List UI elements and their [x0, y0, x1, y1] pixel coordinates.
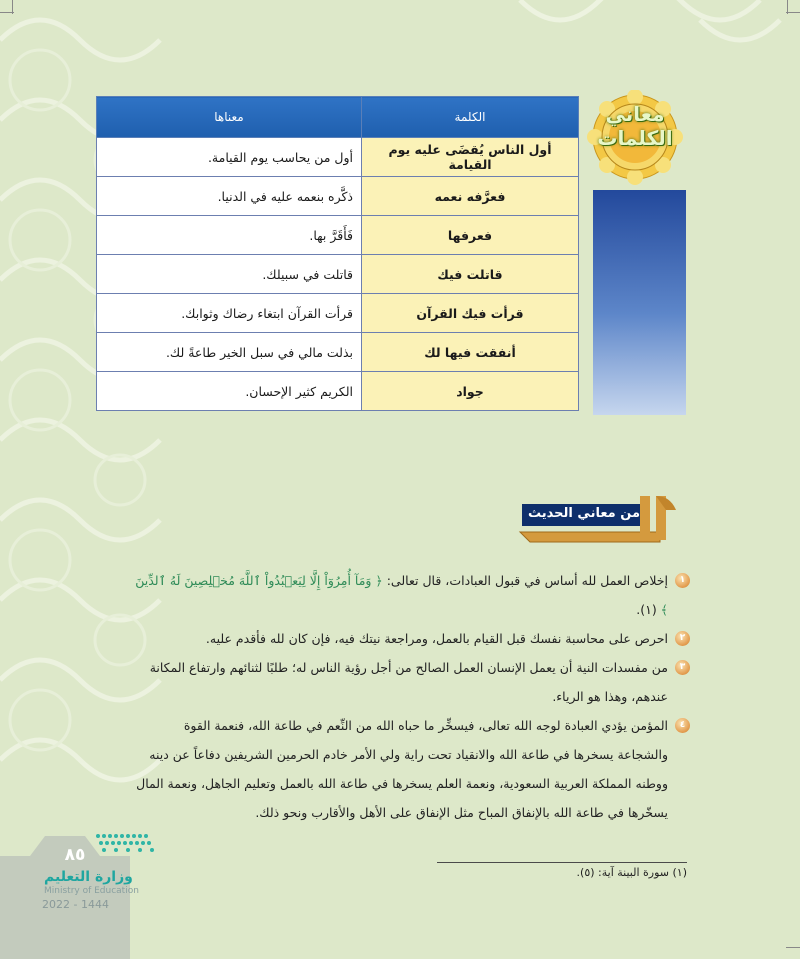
column-header-word: الكلمة — [362, 97, 579, 138]
crop-mark — [0, 12, 14, 13]
section-title: من معاني الحديث — [528, 506, 640, 521]
list-item — [130, 711, 690, 827]
hadith-meanings-list — [130, 566, 690, 827]
crop-mark — [786, 947, 800, 948]
meaning-cell: بذلت مالي في سبل الخير طاعةً لك. — [97, 333, 362, 372]
meaning-cell: ذكَّره بنعمه عليه في الدنيا. — [97, 177, 362, 216]
word-cell: أنفقت فيها لك — [362, 333, 579, 372]
point-number-badge: ٣ — [675, 660, 690, 675]
badge-title — [580, 102, 690, 150]
meaning-cell: أول من يحاسب يوم القيامة. — [97, 138, 362, 177]
table-row — [97, 177, 579, 216]
ministry-logo-dots — [92, 828, 162, 858]
page-number: ٨٥ — [64, 845, 86, 865]
table-row — [97, 372, 579, 411]
table-row — [97, 255, 579, 294]
point-number-badge: ٢ — [675, 631, 690, 646]
badge-line1: معاني — [605, 102, 665, 126]
point-text: المؤمن يؤدي العبادة لوجه الله تعالى، فيسخِّر ما حباه الله من النِّعم في طاعة الله، فنعمة القوة والشجاعة يسخرها في طاعة الله والانقياد تحت راية ولي الأمر خادم الحرمين الشريفين دفاعاً عن دينه ووطنه المملكة العربية السعودية، ونعمة العلم يسخرها في طاعة الله بالعمل وتعليم الجاهل، ونعمة المال يسخّرها في طاعة الله بالإنفاق المباح مثل الإنفاق على الأهل والأقارب ونحو ذلك. — [136, 718, 668, 820]
blue-side-panel — [593, 190, 686, 415]
point-text: إخلاص العمل لله أساس في قبول العبادات، قال تعالى: — [382, 573, 668, 588]
table-row — [97, 294, 579, 333]
point-number-badge: ١ — [675, 573, 690, 588]
quran-verse: ﴿ وَمَآ أُمِرُوٓاْ إِلَّا لِيَعۡبُدُواْ ٱللَّهَ مُخۡلِصِينَ لَهُ ٱلدِّينَ ﴾ — [135, 573, 668, 617]
footnote: (١) سورة البينة آية: (٥). — [576, 866, 687, 879]
column-header-meaning: معناها — [97, 97, 362, 138]
table-header-row — [97, 97, 579, 138]
word-cell: جواد — [362, 372, 579, 411]
meaning-cell: قاتلت في سبيلك. — [97, 255, 362, 294]
point-text: احرص على محاسبة نفسك قبل القيام بالعمل، ومراجعة نيتك فيه، فإن كان لله فأقدم عليه. — [205, 631, 668, 646]
point-number-badge: ٤ — [675, 718, 690, 733]
table-row — [97, 138, 579, 177]
word-cell: فعرفها — [362, 216, 579, 255]
edition-year: 2022 - 1444 — [42, 898, 109, 911]
badge-line2: الكلمات — [597, 126, 673, 150]
word-cell: أول الناس يُقضَى عليه يوم القيامة — [362, 138, 579, 177]
point-text: من مفسدات النية أن يعمل الإنسان العمل الصالح من أجل رؤية الناس له؛ طلبًا لثنائهم وارتفاع المكانة عندهم، وهذا هو الرياء. — [149, 660, 668, 704]
table-row — [97, 333, 579, 372]
table-row — [97, 216, 579, 255]
ministry-name-en: Ministry of Education — [44, 886, 139, 896]
word-cell: قرأت فيك القرآن — [362, 294, 579, 333]
meaning-cell: فَأَقَرَّ بها. — [97, 216, 362, 255]
word-cell: قاتلت فيك — [362, 255, 579, 294]
list-item — [130, 566, 690, 624]
footnote-divider — [437, 862, 687, 863]
vocabulary-table — [96, 96, 579, 411]
word-cell: فعرَّفه نعمه — [362, 177, 579, 216]
footnote-ref: (١). — [636, 602, 661, 617]
list-item — [130, 624, 690, 653]
crop-mark — [786, 12, 800, 13]
ministry-name-ar: وزارة التعليم — [44, 869, 133, 885]
list-item — [130, 653, 690, 711]
meaning-cell: قرأت القرآن ابتغاء رضاك وثوابك. — [97, 294, 362, 333]
meaning-cell: الكريم كثير الإحسان. — [97, 372, 362, 411]
